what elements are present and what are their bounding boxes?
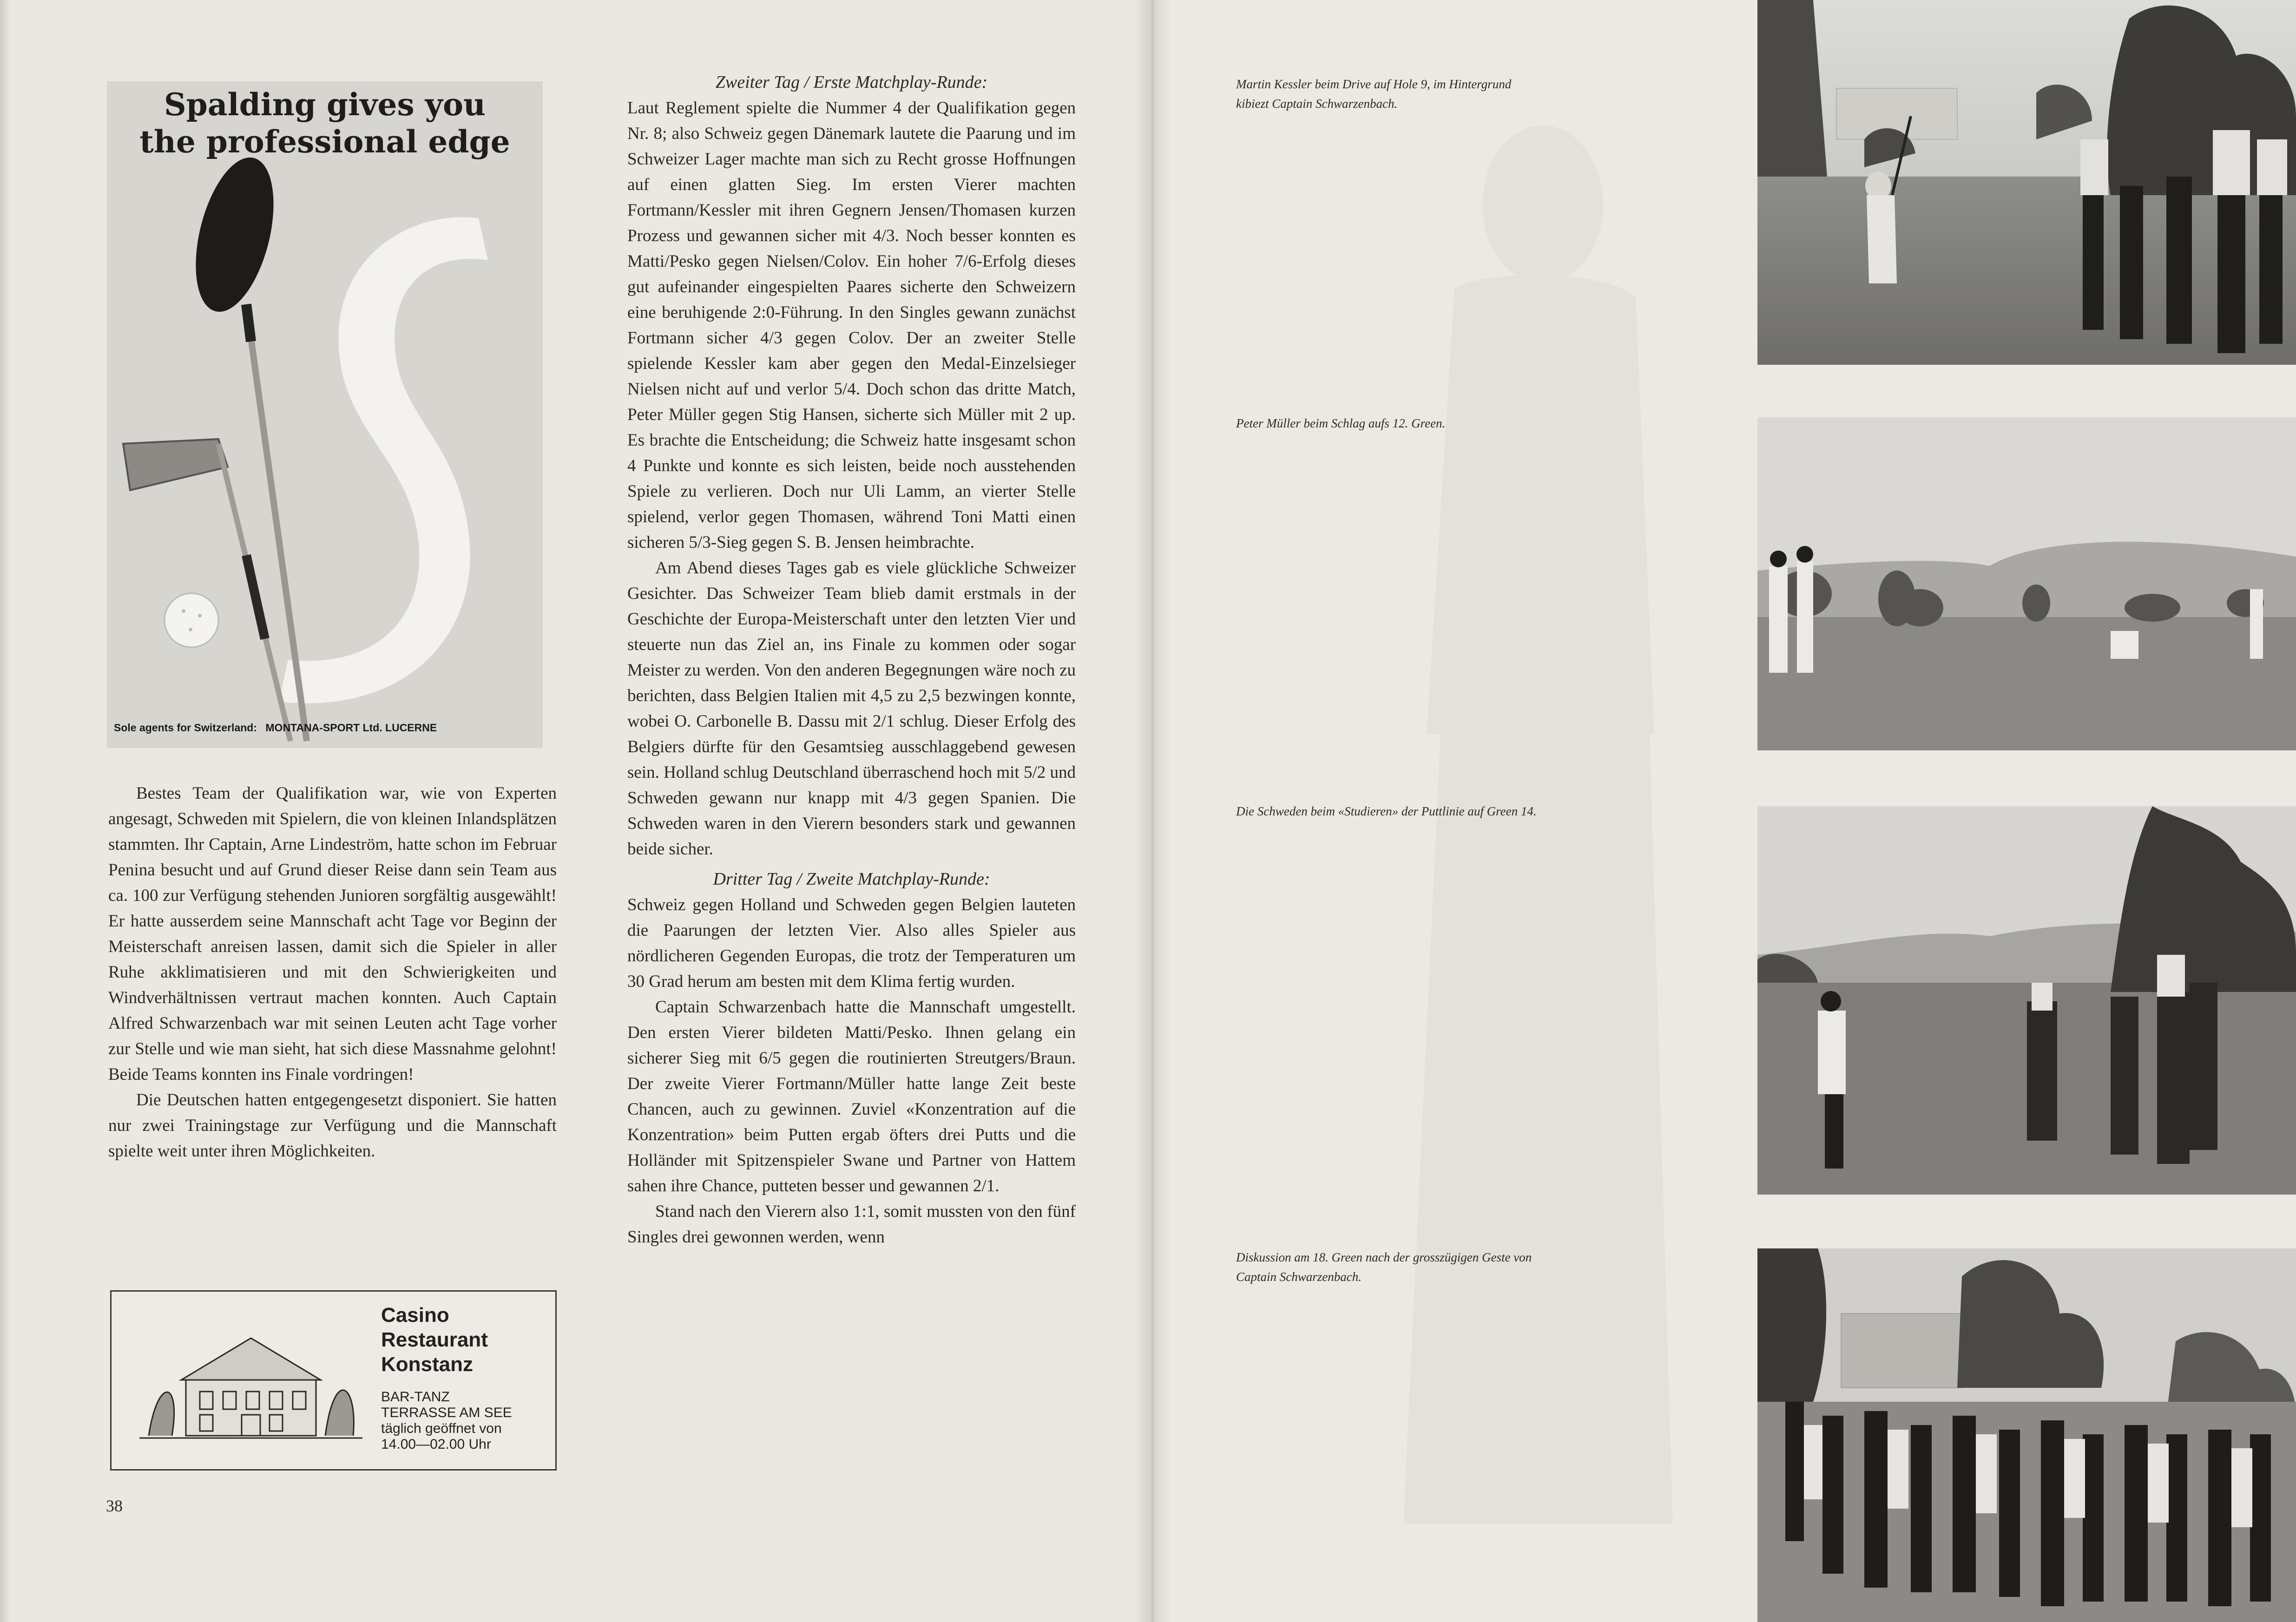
spalding-headline-line1: Spalding gives you [164,86,486,123]
middle-paragraph: Schweiz gegen Holland und Schweden gegen Belgien lauteten die Paarungen der letzten Vier. Also alles Spieler aus nördlicheren Gegenden Europas, die trotz der Temperaturen um 30 Grad herum am besten mit dem Klima fertig wurden. [627,895,1076,991]
casino-building-illustration [139,1310,362,1454]
casino-info-line4: 14.00—02.00 Uhr [381,1437,491,1452]
spalding-footer-right: MONTANA-SPORT Ltd. LUCERNE [265,722,437,734]
left-paragraph: Die Deutschen hatten entgegengesetzt disponiert. Sie hatten nur zwei Trainingstage zur Verfügung und die Mannschaft spielte weit unter ihren Möglichkeiten. [108,1090,557,1161]
book-gutter [1134,0,1171,1622]
spalding-ad-footer [114,722,555,734]
spalding-headline-line2: the professional edge [139,124,510,160]
photo-drive-hole-9 [1757,0,2296,365]
caption-photo4-line2: Captain Schwarzenbach. [1236,1270,1362,1284]
caption-photo4-line1: Diskussion am 18. Green nach der grosszügigen Geste von [1236,1250,1532,1264]
section-heading-day2: Zweiter Tag / Erste Matchplay-Runde: [715,72,988,92]
photo-green-14 [1757,806,2296,1195]
caption-photo1 [1236,74,1511,113]
caption-photo4 [1236,1248,1532,1287]
left-text-column [108,781,557,1164]
page-number: 38 [106,1497,123,1515]
caption-photo3: Die Schweden beim «Studieren» der Puttlinie auf Green 14. [1236,804,1537,818]
casino-title-line3: Konstanz [381,1353,473,1376]
page-edge-shadow [0,0,10,1622]
iron-club-icon [123,439,290,741]
caption-photo1-line2: kibiezt Captain Schwarzenbach. [1236,97,1398,111]
middle-paragraph: Laut Reglement spielte die Nummer 4 der Qualifikation gegen Nr. 8; also Schweiz gegen Dänemark lautete die Paarung und im Schweizer Lager machte man sich zu Recht grosse Hoffnungen auf einen glatten Sieg. Im ersten Vierer machten Fortmann/Kessler mit ihren Gegnern Jensen/Thomasen kurzen Prozess und gewannen sicher mit 4/3. Noch besser konnten es Matti/Pesko gegen Nielsen/Colov. Ein hoher 7/6-Erfolg dieses gut aufeinander eingespielten Paares sicherte den Schweizern eine beruhigende 2:0-Führung. In den Singles gewann zunächst Fortmann sicher 4/3 gegen Colov. Der an zweiter Stelle spielende Kessler kam aber gegen den Medal-Einzelsieger Nielsen nicht auf und verlor 5/4. Doch schon das dritte Match, Peter Müller gegen Stig Hansen, sicherte sich Müller mit 2 up. Es brachte die Entscheidung; die Schweiz hatte insgesamt schon 4 Punkte und konnte es sich leisten, beide noch ausstehenden Spiele zu verlieren. Doch nur Uli Lamm, an vierter Stelle spielend, verlor gegen Thomasen, während Toni Matti einen sicheren 5/3-Sieg gegen S. B. Jensen heimbrachte. [627,99,1076,552]
show-through-ghost-figure [1348,84,1719,1570]
casino-info-line3: täglich geöffnet von [381,1421,502,1436]
casino-ad [110,1290,557,1471]
casino-title-line1: Casino [381,1304,449,1326]
middle-paragraph: Stand nach den Vierern also 1:1, somit mussten von den fünf Singles drei gewonnen werden, wenn [627,1202,1076,1247]
middle-paragraph: Captain Schwarzenbach hatte die Mannschaft umgestellt. Den ersten Vierer bildeten Matti/Pesko. Ihnen gelang ein sicherer Sieg mit 6/5 gegen die routinierten Streutgers/Braun. Der zweite Vierer Fortmann/Müller hatte lange Zeit beste Chancen, auch zu gewinnen. Zuviel «Konzentration auf die Konzentration» beim Putten ergab öfters drei Putts und die Holländer mit Spitzenspieler Swane und Partner von Hattem sahen ihre Chance, putteten besser und gewannen 2/1. [627,998,1076,1195]
photo-green-12 [1757,417,2296,750]
middle-text-column [627,70,1076,1250]
middle-paragraph: Am Abend dieses Tages gab es viele glückliche Schweizer Gesichter. Das Schweizer Team blieb damit erstmals in der Geschichte der Europa-Meisterschaft unter den letzten Vier und steuerte nun das Ziel an, ins Finale zu kommen oder sogar Meister zu werden. Von den anderen Begegnungen wäre noch zu berichten, dass Belgien Italien mit 4,5 zu 2,5 bezwingen konnte, wobei O. Carbonelle B. Dassu mit 2/1 schlug. Dieser Erfolg des Belgiers dürfte für den Gesamtsieg ausschlaggebend gewesen sein. Holland schlug Deutschland überraschend hoch mit 5/2 und Schweden gewann nur knapp mit 4/3 gegen Spanien. Die Schweden waren in den Vierern besonders stark und gewannen beide sicher. [627,558,1076,859]
section-heading-day3: Dritter Tag / Zweite Matchplay-Runde: [713,869,990,889]
casino-title [381,1303,488,1377]
photo-green-18-discussion [1757,1248,2296,1622]
caption-photo2: Peter Müller beim Schlag aufs 12. Green. [1236,416,1446,430]
golf-ball-icon [164,593,218,647]
spalding-footer-left: Sole agents for Switzerland: [114,722,257,734]
left-paragraph: Bestes Team der Qualifikation war, wie von Experten angesagt, Schweden mit Spielern, die von kleinen Inlandsplätzen stammten. Ihr Captain, Arne Lindeström, hatte schon im Februar Penina besucht und auf Grund dieser Reise dann sein Team aus ca. 100 zur Verfügung stehenden Junioren sorgfältig ausgewählt! Er hatte ausserdem seine Mannschaft acht Tage vor Beginn der Meisterschaft anreisen lassen, damit sich die Spieler in aller Ruhe akklimatisieren und mit den Schwierigkeiten und Windverhältnissen vertraut machen konnten. Auch Captain Alfred Schwarzenbach war mit seinen Leuten acht Tage vorher zur Stelle und wie man sieht, hat sich diese Massnahme gelohnt! Beide Teams konnten ins Finale vordringen! [108,784,557,1084]
spalding-ad [107,81,543,748]
golf-clubs-illustration [107,81,543,748]
casino-title-line2: Restaurant [381,1328,488,1351]
casino-info-line2: TERRASSE AM SEE [381,1405,512,1420]
caption-photo1-line1: Martin Kessler beim Drive auf Hole 9, im Hintergrund [1236,77,1512,91]
casino-info-line1: BAR-TANZ [381,1389,450,1405]
casino-info [381,1389,512,1452]
